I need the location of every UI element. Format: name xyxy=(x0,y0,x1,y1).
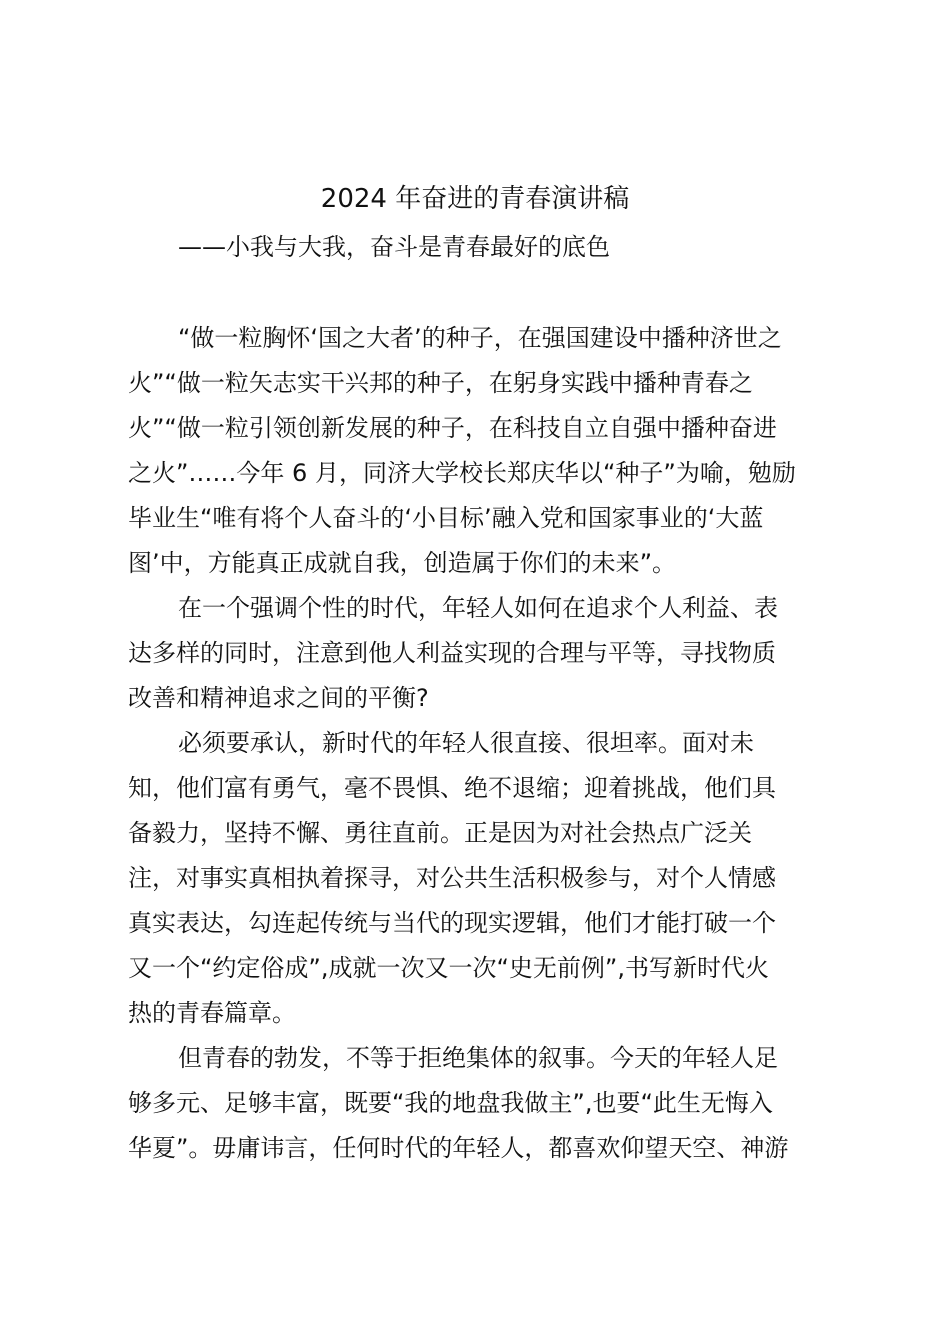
paragraph-1-line-6: 图’中，方能真正成就自我，创造属于你们的未来”。 xyxy=(128,549,677,577)
paragraph-1-line-3: 火”“做一粒引领创新发展的种子，在科技自立自强中播种奋进 xyxy=(128,414,777,442)
paragraph-3-line-7: 热的青春篇章。 xyxy=(128,999,296,1027)
paragraph-1-line-2: 火”“做一粒矢志实干兴邦的种子，在躬身实践中播种青春之 xyxy=(128,369,753,397)
paragraph-2-line-3: 改善和精神追求之间的平衡? xyxy=(128,684,429,712)
paragraph-4-line-1: 但青春的勃发，不等于拒绝集体的叙事。今天的年轻人足 xyxy=(178,1044,778,1072)
document-subtitle: ——小我与大我，奋斗是青春最好的底色 xyxy=(178,233,610,261)
paragraph-3-line-5: 真实表达，勾连起传统与当代的现实逻辑，他们才能打破一个 xyxy=(128,909,776,937)
paragraph-4-line-2: 够多元、足够丰富，既要“我的地盘我做主”,也要“此生无悔入 xyxy=(128,1089,773,1117)
paragraph-4-line-3: 华夏”。毋庸讳言，任何时代的年轻人，都喜欢仰望天空、神游 xyxy=(128,1134,789,1162)
paragraph-3-line-3: 备毅力，坚持不懈、勇往直前。正是因为对社会热点广泛关 xyxy=(128,819,752,847)
paragraph-2-line-1: 在一个强调个性的时代，年轻人如何在追求个人利益、表 xyxy=(178,594,778,622)
paragraph-1-line-5: 毕业生“唯有将个人奋斗的‘小目标’融入党和国家事业的‘大蓝 xyxy=(128,504,764,532)
paragraph-3-line-6: 又一个“约定俗成”,成就一次又一次“史无前例”,书写新时代火 xyxy=(128,954,769,982)
paragraph-3-line-4: 注，对事实真相执着探寻，对公共生活积极参与，对个人情感 xyxy=(128,864,776,892)
paragraph-1-line-4: 之火”……今年 6 月，同济大学校长郑庆华以“种子”为喻，勉励 xyxy=(128,459,796,487)
paragraph-3-line-1: 必须要承认，新时代的年轻人很直接、很坦率。面对未 xyxy=(178,729,754,757)
paragraph-3-line-2: 知，他们富有勇气，毫不畏惧、绝不退缩；迎着挑战，他们具 xyxy=(128,774,776,802)
paragraph-1-line-1: “做一粒胸怀‘国之大者’的种子，在强国建设中播种济世之 xyxy=(178,324,782,352)
document-title: 2024 年奋进的青春演讲稿 xyxy=(320,184,630,214)
paragraph-2-line-2: 达多样的同时，注意到他人利益实现的合理与平等，寻找物质 xyxy=(128,639,776,667)
